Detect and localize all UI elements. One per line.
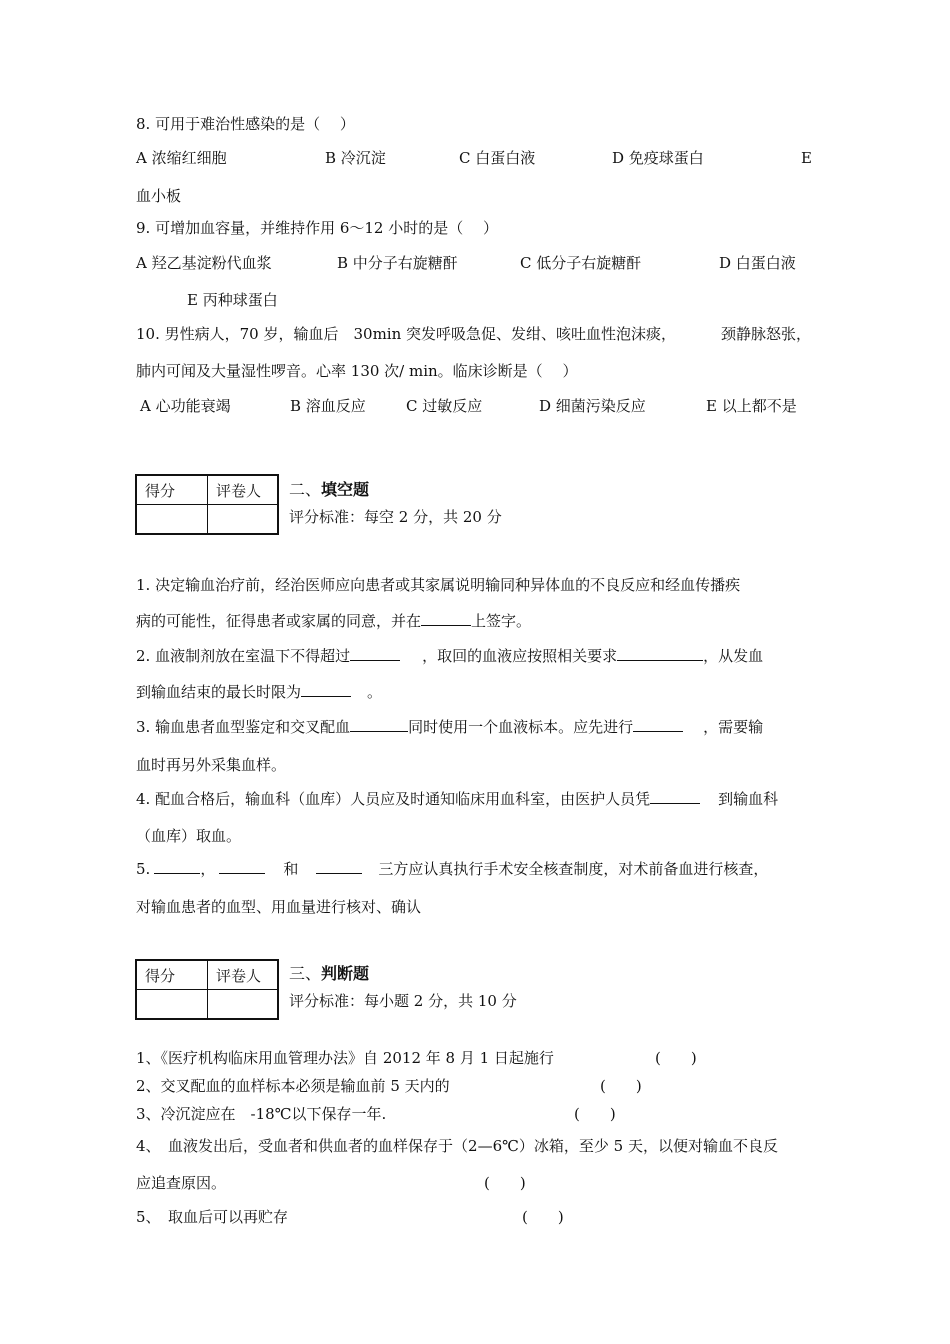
section2-criteria: 评分标准：每空 2 分，共 20 分	[289, 508, 502, 526]
tf-item-5-answer[interactable]: ( )	[522, 1208, 564, 1226]
fill-blank[interactable]	[421, 611, 471, 626]
score-cell[interactable]	[136, 990, 208, 1020]
q9-option-a: A 羟乙基淀粉代血浆	[136, 254, 272, 272]
section3-criteria: 评分标准：每小题 2 分，共 10 分	[289, 992, 517, 1010]
q10-option-d: D 细菌污染反应	[539, 397, 646, 415]
score-table-section3	[135, 959, 279, 1020]
q10-option-b: B 溶血反应	[290, 397, 366, 415]
fill-item-2-text-end: ，从发血	[703, 647, 764, 665]
fill-item-3-line2: 血时再另外采集血样。	[136, 756, 287, 774]
section2-number: 二、	[289, 480, 322, 499]
fill-item-1-text: 病的可能性，征得患者或家属的同意，并在	[136, 612, 422, 630]
q8-option-b: B 冷沉淀	[325, 149, 386, 167]
fill-item-5-line2: 对输血患者的血型、用血量进行核对、确认	[136, 898, 422, 916]
q9-option-e: E 丙种球蛋白	[187, 291, 278, 309]
fill-item-5-text: 三方应认真执行手术安全核查制度，对术前备血进行核查，	[378, 860, 769, 878]
grader-header: 评卷人	[208, 960, 279, 990]
fill-item-3-text: 3. 输血患者血型鉴定和交叉配血	[136, 718, 351, 736]
fill-item-4-line2: （血库）取血。	[136, 827, 242, 845]
fill-item-1-line2	[136, 611, 531, 631]
fill-item-5-comma: ，	[200, 860, 216, 878]
tf-item-3-answer[interactable]: ( )	[574, 1105, 616, 1123]
fill-blank[interactable]	[301, 682, 351, 697]
fill-item-2-line2	[136, 682, 382, 702]
q8-option-d: D 免疫球蛋白	[612, 149, 704, 167]
tf-item-4-answer[interactable]: ( )	[484, 1174, 526, 1192]
q10-option-c: C 过敏反应	[406, 397, 483, 415]
fill-item-3-text-mid: 同时使用一个血液标本。应先进行	[408, 718, 634, 736]
question-10-line1: 10. 男性病人，70 岁，输血后 30min 突发呼吸急促、发绀、咳吐血性泡沫痰，	[136, 325, 677, 343]
section2-title	[289, 480, 369, 500]
q8-option-e-text: 血小板	[136, 187, 182, 205]
tf-item-4-line1: 4、 血液发出后，受血者和供血者的血样保存于（2—6℃）冰箱，至少 5 天，以便对输血不良反	[136, 1137, 778, 1155]
fill-blank[interactable]	[650, 789, 700, 804]
fill-item-5-and: 和	[283, 860, 299, 878]
question-10-line2: 肺内可闻及大量湿性啰音。心率 130 次/ min。临床诊断是（ ）	[136, 362, 578, 380]
tf-item-5-text: 5、 取血后可以再贮存	[136, 1208, 289, 1226]
q10-option-a: A 心功能衰竭	[140, 397, 231, 415]
question-9-stem: 9. 可增加血容量，并维持作用 6～12 小时的是（ ）	[136, 219, 499, 237]
fill-item-2-text: 2. 血液制剂放在室温下不得超过	[136, 647, 351, 665]
fill-blank[interactable]	[316, 859, 362, 874]
q9-option-c: C 低分子右旋糖酐	[520, 254, 642, 272]
grader-cell[interactable]	[208, 990, 279, 1020]
score-cell[interactable]	[136, 505, 208, 535]
section3-number: 三、	[289, 964, 322, 983]
question-10-line1-end: 颈静脉怒张，	[721, 325, 812, 343]
fill-blank[interactable]	[154, 859, 200, 874]
q9-option-d: D 白蛋白液	[719, 254, 796, 272]
q10-option-e: E 以上都不是	[706, 397, 797, 415]
tf-item-1-text: 1、《医疗机构临床用血管理办法》自 2012 年 8 月 1 日起施行	[136, 1049, 554, 1067]
fill-item-5-line1	[136, 859, 768, 879]
tf-item-2-text: 2、交叉配血的血样标本必须是输血前 5 天内的	[136, 1077, 450, 1095]
fill-item-2-period: 。	[367, 683, 383, 701]
fill-blank[interactable]	[219, 859, 265, 874]
section2-title-text: 填空题	[321, 480, 370, 499]
fill-item-5-number: 5.	[136, 860, 151, 878]
fill-item-2-text-line2: 到输血结束的最长时限为	[136, 683, 302, 701]
fill-item-3-text-end: ，需要输	[703, 718, 764, 736]
fill-blank[interactable]	[350, 646, 400, 661]
score-header: 得分	[136, 475, 208, 505]
fill-blank[interactable]	[350, 717, 408, 732]
section3-title-text: 判断题	[321, 964, 370, 983]
tf-item-2-answer[interactable]: ( )	[600, 1077, 642, 1095]
question-8-stem: 8. 可用于难治性感染的是（ ）	[136, 115, 355, 133]
q8-option-a: A 浓缩红细胞	[136, 149, 227, 167]
tf-item-3-text: 3、冷沉淀应在 -18℃以下保存一年.	[136, 1105, 387, 1123]
q8-option-e-label: E	[801, 149, 812, 167]
fill-blank[interactable]	[617, 646, 703, 661]
fill-item-1-text-end: 上签字。	[471, 612, 532, 630]
grader-header: 评卷人	[208, 475, 279, 505]
fill-item-2-text-mid: ，取回的血液应按照相关要求	[422, 647, 618, 665]
fill-item-4-line1	[136, 789, 778, 809]
tf-item-1-answer[interactable]: ( )	[655, 1049, 697, 1067]
fill-item-1-line1: 1. 决定输血治疗前，经治医师应向患者或其家属说明输同种异体血的不良反应和经血传播疾	[136, 576, 741, 594]
score-table-section2	[135, 474, 279, 535]
section3-title	[289, 964, 369, 984]
fill-blank[interactable]	[633, 717, 683, 732]
q9-option-b: B 中分子右旋糖酐	[337, 254, 458, 272]
fill-item-4-text-end: 到输血科	[718, 790, 779, 808]
tf-item-4-line2: 应追查原因。	[136, 1174, 227, 1192]
grader-cell[interactable]	[208, 505, 279, 535]
score-header: 得分	[136, 960, 208, 990]
fill-item-2-line1	[136, 646, 763, 666]
fill-item-4-text: 4. 配血合格后，输血科（血库）人员应及时通知临床用血科室，由医护人员凭	[136, 790, 651, 808]
q8-option-c: C 白蛋白液	[459, 149, 536, 167]
fill-item-3-line1	[136, 717, 763, 737]
